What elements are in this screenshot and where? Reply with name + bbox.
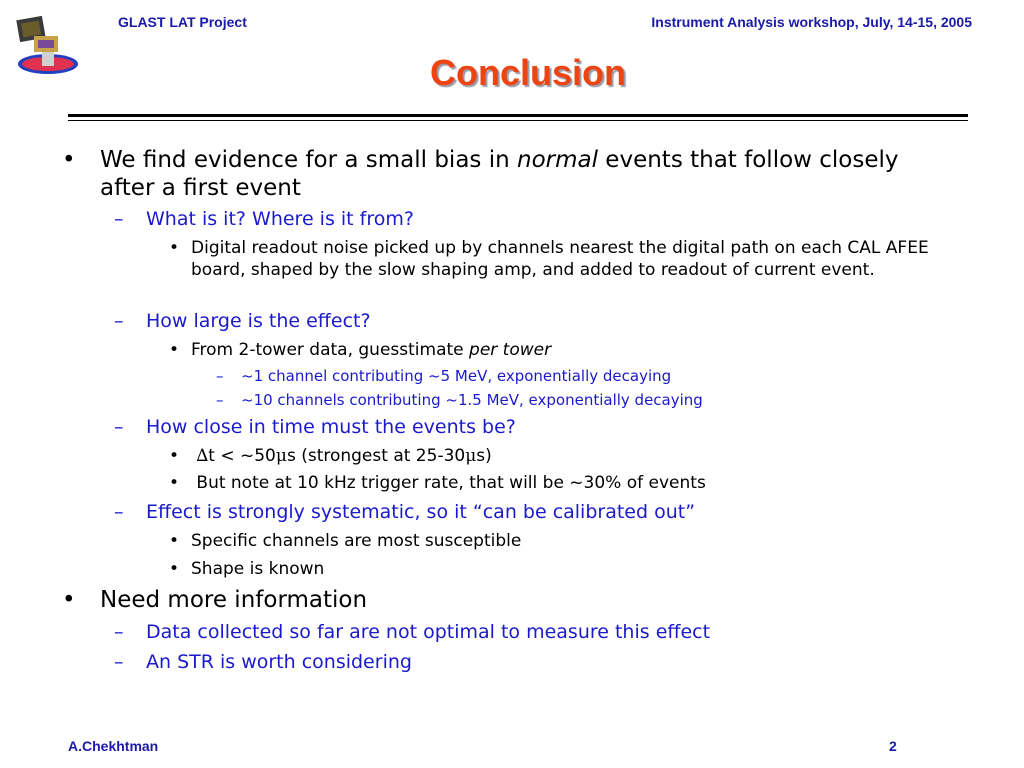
title-rule-thin bbox=[68, 120, 968, 121]
detail-specific-channels: • Specific channels are most susceptible bbox=[191, 530, 951, 552]
sub-bullet-systematic: – Effect is strongly systematic, so it “can be calibrated out” bbox=[146, 500, 695, 524]
detail-digital-noise: • Digital readout noise picked up by channels nearest the digital path on each CAL AFEE board, shaped by the slow shaping amp, and added to readout of current event. bbox=[191, 237, 951, 281]
bullet-need-more: • Need more information bbox=[100, 586, 960, 614]
detail-shape-known: • Shape is known bbox=[191, 558, 951, 580]
footer-page-number: 2 bbox=[889, 738, 897, 754]
sub-bullet-str: – An STR is worth considering bbox=[146, 650, 412, 674]
detail-two-tower: • From 2-tower data, guesstimate per tower bbox=[191, 339, 951, 361]
bullet-evidence: • We find evidence for a small bias in normal events that follow closely after a first event bbox=[100, 146, 960, 202]
footer-author: A.Chekhtman bbox=[68, 738, 159, 754]
header-project: GLAST LAT Project bbox=[118, 14, 247, 30]
detail-delta-t: • ∆t < ~50μs (strongest at 25-30μs) bbox=[191, 445, 951, 467]
detail-ten-channels: – ~10 channels contributing ~1.5 MeV, exponentially decaying bbox=[241, 390, 703, 410]
slide-title: Conclusion bbox=[430, 52, 626, 93]
title-rule-thick bbox=[68, 114, 968, 117]
sub-bullet-data-collected: – Data collected so far are not optimal to measure this effect bbox=[146, 620, 710, 644]
sub-bullet-what: – What is it? Where is it from? bbox=[146, 207, 414, 231]
detail-one-channel: – ~1 channel contributing ~5 MeV, exponentially decaying bbox=[241, 366, 671, 386]
header-event: Instrument Analysis workshop, July, 14-15, 2005 bbox=[651, 14, 972, 30]
sub-bullet-how-close: – How close in time must the events be? bbox=[146, 415, 516, 439]
sub-bullet-how-large: – How large is the effect? bbox=[146, 309, 371, 333]
detail-trigger-rate: • But note at 10 kHz trigger rate, that will be ~30% of events bbox=[191, 472, 951, 494]
